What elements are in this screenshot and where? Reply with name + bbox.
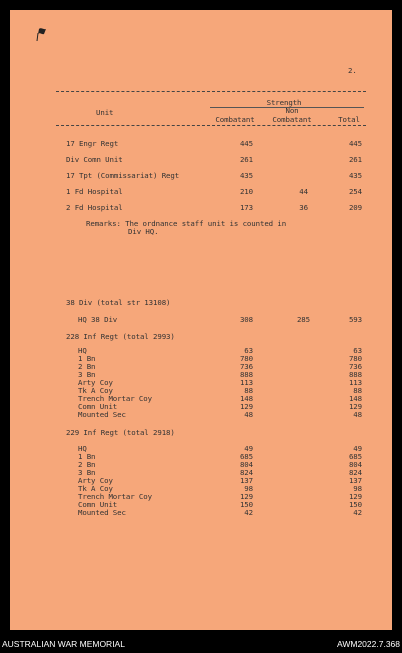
combatant-cell: 49	[244, 444, 253, 453]
remarks-line-2: Div HQ.	[128, 227, 159, 236]
non-combatant-cell: 44	[299, 187, 308, 196]
non-combatant-cell: 285	[296, 315, 310, 324]
unit-cell: Comn Unit	[78, 500, 118, 509]
unit-cell: Tk A Coy	[78, 386, 113, 395]
unit-cell: Arty Coy	[78, 476, 113, 485]
table-row	[10, 453, 392, 461]
total-cell: 113	[348, 378, 362, 387]
combatant-cell: 63	[244, 346, 253, 355]
combatant-cell: 42	[244, 508, 253, 517]
combatant-cell: 308	[239, 315, 253, 324]
unit-cell: 2 Fd Hospital	[66, 203, 123, 212]
remarks-line-1: Remarks: The ordnance staff unit is counted in	[86, 219, 287, 228]
table-row	[10, 403, 392, 411]
non-combatant-cell: 36	[299, 203, 308, 212]
total-cell: 780	[348, 354, 362, 363]
combatant-cell: 736	[239, 362, 253, 371]
document-page	[10, 10, 392, 630]
total-cell: 49	[353, 444, 362, 453]
total-cell: 445	[348, 139, 362, 148]
unit-cell: Comn Unit	[78, 402, 118, 411]
flag-icon	[34, 27, 48, 43]
table-row	[10, 411, 392, 419]
total-cell: 593	[348, 315, 362, 324]
combatant-heading: Combatant	[215, 115, 255, 124]
unit-cell: 2 Bn	[78, 460, 96, 469]
unit-cell: HQ	[78, 346, 87, 355]
total-heading: Total	[338, 115, 360, 124]
unit-cell: Tk A Coy	[78, 484, 113, 493]
combatant-cell: 129	[239, 492, 253, 501]
unit-cell: 17 Tpt (Commissariat) Regt	[66, 171, 180, 180]
unit-cell: 1 Bn	[78, 354, 96, 363]
combatant-cell: 88	[244, 386, 253, 395]
total-cell: 150	[348, 500, 362, 509]
table-row	[10, 509, 392, 517]
combatant-cell: 685	[239, 452, 253, 461]
total-cell: 804	[348, 460, 362, 469]
combatant-cell: 888	[239, 370, 253, 379]
regiment-228-title: 228 Inf Regt (total 2993)	[66, 332, 175, 341]
unit-cell: 17 Engr Regt	[66, 139, 119, 148]
total-cell: 129	[348, 492, 362, 501]
combatant-cell: 210	[239, 187, 253, 196]
footer-credit: AUSTRALIAN WAR MEMORIAL	[2, 639, 125, 649]
unit-cell: Trench Mortar Coy	[78, 394, 152, 403]
combatant-cell: 129	[239, 402, 253, 411]
combatant-cell: 261	[239, 155, 253, 164]
unit-cell: Arty Coy	[78, 378, 113, 387]
combatant-cell: 137	[239, 476, 253, 485]
unit-cell: 2 Bn	[78, 362, 96, 371]
total-cell: 209	[348, 203, 362, 212]
combatant-cell: 98	[244, 484, 253, 493]
unit-cell: HQ 38 Div	[78, 315, 118, 324]
combatant-cell: 824	[239, 468, 253, 477]
table-row	[10, 355, 392, 363]
table-row	[10, 493, 392, 501]
total-cell: 254	[348, 187, 362, 196]
total-cell: 48	[353, 410, 362, 419]
unit-cell: 3 Bn	[78, 370, 96, 379]
table-row	[10, 477, 392, 485]
regiment-228-table	[10, 347, 392, 422]
unit-cell: 1 Bn	[78, 452, 96, 461]
unit-cell: 3 Bn	[78, 468, 96, 477]
table-row	[10, 363, 392, 371]
total-cell: 148	[348, 394, 362, 403]
total-cell: 685	[348, 452, 362, 461]
table-header-rule	[56, 125, 366, 126]
table-row	[10, 395, 392, 403]
total-cell: 88	[353, 386, 362, 395]
table-row	[10, 379, 392, 387]
combatant-cell: 113	[239, 378, 253, 387]
combatant-cell: 148	[239, 394, 253, 403]
non-combatant-heading-1: Non	[285, 106, 299, 115]
combatant-cell: 804	[239, 460, 253, 469]
footer-accession-number: AWM2022.7.368	[337, 639, 400, 649]
table-row	[10, 485, 392, 493]
combatant-cell: 780	[239, 354, 253, 363]
total-cell: 888	[348, 370, 362, 379]
combatant-cell: 150	[239, 500, 253, 509]
total-cell: 63	[353, 346, 362, 355]
regiment-229-title: 229 Inf Regt (total 2918)	[66, 428, 175, 437]
unit-cell: Div Comn Unit	[66, 155, 123, 164]
table-row	[10, 461, 392, 469]
regiment-229-table	[10, 445, 392, 520]
table-row	[10, 387, 392, 395]
combatant-cell: 445	[239, 139, 253, 148]
table-row	[10, 445, 392, 453]
combatant-cell: 435	[239, 171, 253, 180]
combatant-cell: 48	[244, 410, 253, 419]
table-row	[10, 371, 392, 379]
unit-cell: Mounted Sec	[78, 410, 126, 419]
total-cell: 137	[348, 476, 362, 485]
unit-cell: 1 Fd Hospital	[66, 187, 123, 196]
unit-cell: HQ	[78, 444, 87, 453]
table-top-rule	[56, 91, 366, 92]
non-combatant-heading-2: Combatant	[272, 115, 312, 124]
unit-cell: Trench Mortar Coy	[78, 492, 152, 501]
unit-heading: Unit	[96, 108, 114, 117]
unit-cell: Mounted Sec	[78, 508, 126, 517]
total-cell: 98	[353, 484, 362, 493]
total-cell: 435	[348, 171, 362, 180]
strength-heading: Strength	[266, 98, 302, 107]
total-cell: 42	[353, 508, 362, 517]
table-row	[10, 347, 392, 355]
division-title: 38 Div (total str 13108)	[66, 298, 171, 307]
total-cell: 261	[348, 155, 362, 164]
total-cell: 129	[348, 402, 362, 411]
total-cell: 736	[348, 362, 362, 371]
table-row	[10, 501, 392, 509]
combatant-cell: 173	[239, 203, 253, 212]
total-cell: 824	[348, 468, 362, 477]
table-row	[10, 469, 392, 477]
page-number: 2.	[348, 66, 357, 75]
